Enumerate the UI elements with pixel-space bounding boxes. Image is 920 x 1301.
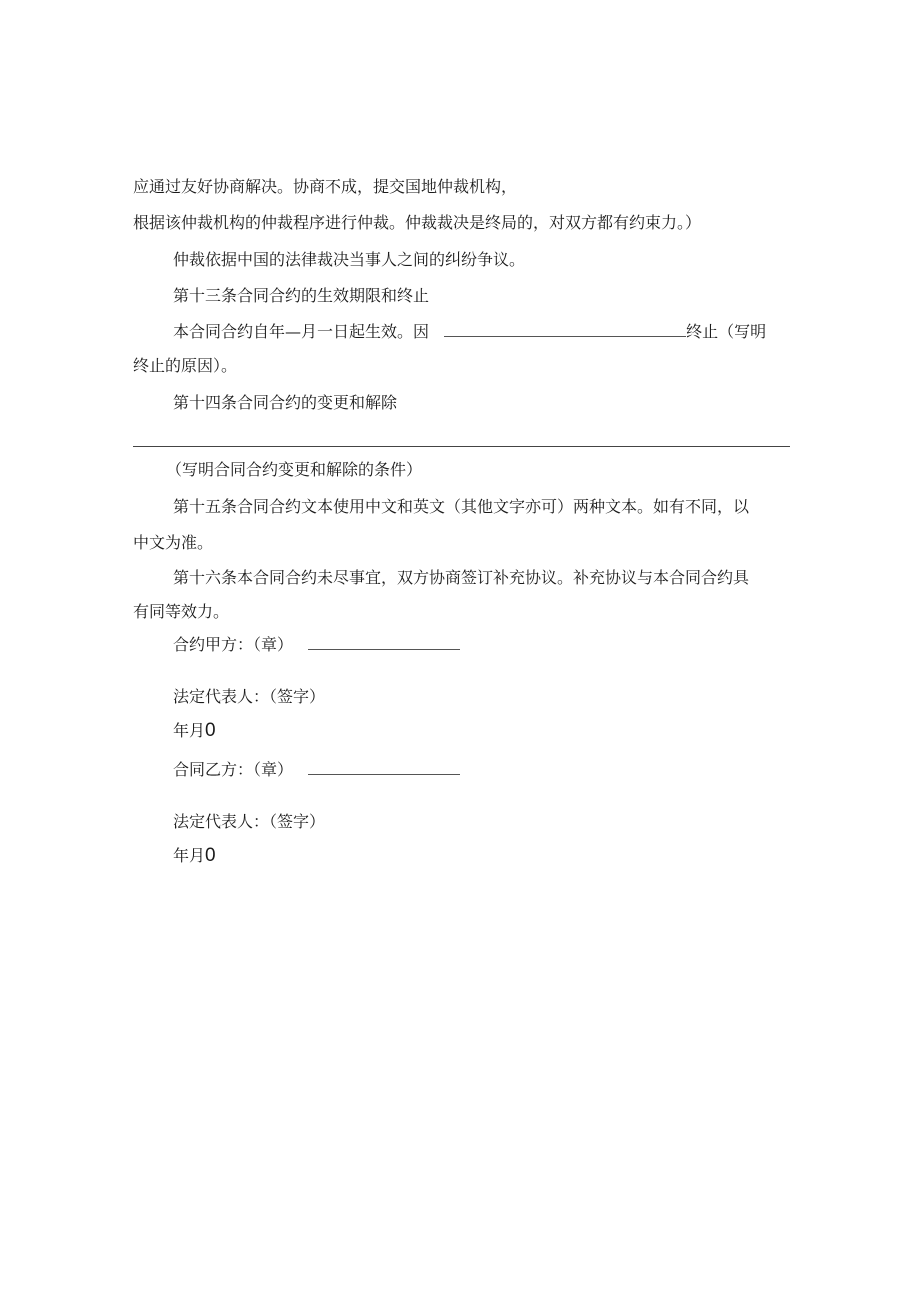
paragraph-line: 根据该仲裁机构的仲裁程序进行仲裁。仲裁裁决是终局的，对双方都有约束力。） [133,213,702,232]
conditions-blank-line[interactable] [133,446,790,447]
paragraph-line: 终止的原因）。 [133,356,238,375]
date-a-label: 年月 [173,721,206,740]
paragraph-line: 有同等效力。 [133,602,230,621]
party-a-seal-blank[interactable] [308,635,460,650]
party-b-label: 合同乙方：（章） [173,760,294,779]
article-13-heading: 第十三条合同合约的生效期限和终止 [173,286,430,305]
paragraph-line: 应通过友好协商解决。协商不成，提交国地仲裁机构， [133,177,518,196]
paragraph-line: 仲裁依据中国的法律裁决当事人之间的纠纷争议。 [173,250,526,269]
article-16-line: 第十六条本合同合约未尽事宜，双方协商签订补充协议。补充协议与本合同合约具 [173,568,750,587]
party-b-line [173,759,460,781]
paragraph-line: （写明合同合约变更和解除的条件） [166,460,423,479]
party-a-line [173,634,460,656]
date-b-line [173,845,216,867]
termination-reason-blank[interactable] [444,322,686,337]
effective-period-line [173,321,766,343]
party-a-label: 合约甲方：（章） [173,635,294,654]
termination-suffix-text: 终止（写明 [686,322,767,341]
date-a-line [173,720,216,742]
effective-period-text: 本合同合约自年—月一日起生效。因 [173,322,430,341]
date-a-value: 0 [205,720,216,741]
party-b-seal-blank[interactable] [308,760,460,775]
date-b-label: 年月 [173,846,206,865]
date-b-value: 0 [205,845,216,866]
paragraph-line: 中文为准。 [133,533,214,552]
article-15-line: 第十五条合同合约文本使用中文和英文（其他文字亦可）两种文本。如有不同，以 [173,497,750,516]
rep-a-label: 法定代表人：（签字） [173,687,326,706]
article-14-heading: 第十四条合同合约的变更和解除 [173,393,398,412]
rep-b-label: 法定代表人：（签字） [173,812,326,831]
